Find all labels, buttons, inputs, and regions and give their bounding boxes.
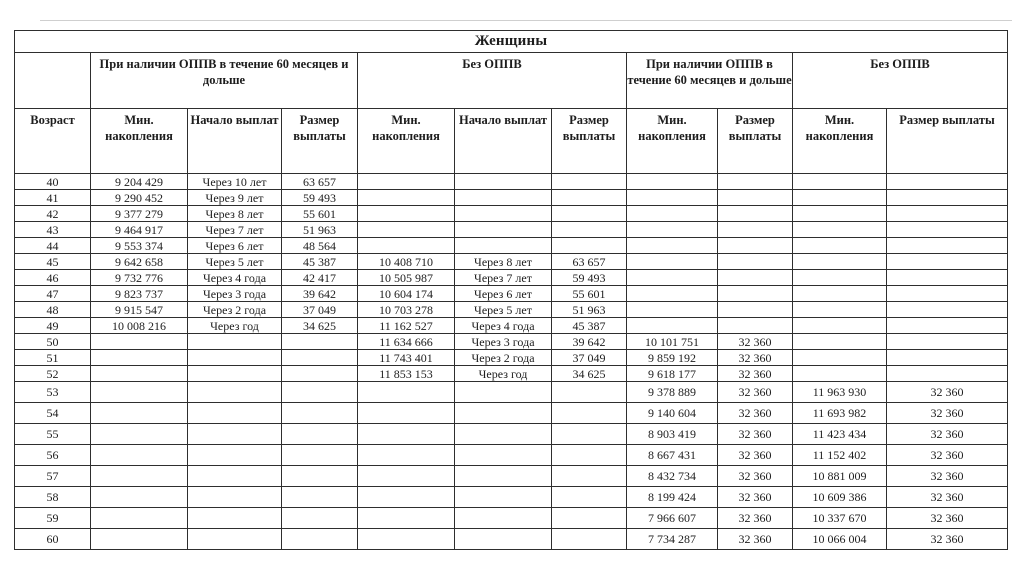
value-cell <box>718 302 793 318</box>
value-cell <box>718 222 793 238</box>
column-header: Мин. накопления <box>793 109 887 174</box>
age-cell: 42 <box>15 206 91 222</box>
value-cell <box>282 382 358 403</box>
value-cell <box>793 302 887 318</box>
age-cell: 53 <box>15 382 91 403</box>
value-cell: 9 915 547 <box>91 302 188 318</box>
value-cell: 9 553 374 <box>91 238 188 254</box>
value-cell <box>627 318 718 334</box>
value-cell <box>358 190 455 206</box>
age-cell: 48 <box>15 302 91 318</box>
value-cell <box>91 424 188 445</box>
value-cell: 11 693 982 <box>793 403 887 424</box>
value-cell: 55 601 <box>282 206 358 222</box>
value-cell <box>455 466 552 487</box>
value-cell <box>627 206 718 222</box>
value-cell <box>455 529 552 550</box>
value-cell: 34 625 <box>552 366 627 382</box>
value-cell: Через 5 лет <box>188 254 282 270</box>
value-cell <box>552 424 627 445</box>
table-row <box>15 424 1008 445</box>
value-cell: 9 204 429 <box>91 174 188 190</box>
age-cell: 57 <box>15 466 91 487</box>
value-cell <box>887 334 1008 350</box>
value-cell <box>887 206 1008 222</box>
value-cell: 32 360 <box>718 487 793 508</box>
table-row <box>15 174 1008 190</box>
value-cell <box>455 382 552 403</box>
column-header: Размер выплаты <box>887 109 1008 174</box>
value-cell <box>793 334 887 350</box>
value-cell: 42 417 <box>282 270 358 286</box>
value-cell <box>627 270 718 286</box>
value-cell: 11 162 527 <box>358 318 455 334</box>
column-header: Начало выплат <box>455 109 552 174</box>
value-cell: Через год <box>188 318 282 334</box>
value-cell <box>627 254 718 270</box>
value-cell: 39 642 <box>282 286 358 302</box>
value-cell: 10 008 216 <box>91 318 188 334</box>
value-cell <box>358 466 455 487</box>
value-cell <box>887 174 1008 190</box>
value-cell <box>455 222 552 238</box>
table-row <box>15 382 1008 403</box>
column-header: Размер выплаты <box>718 109 793 174</box>
value-cell <box>91 466 188 487</box>
value-cell <box>91 445 188 466</box>
value-cell: 7 966 607 <box>627 508 718 529</box>
value-cell: 10 505 987 <box>358 270 455 286</box>
value-cell: Через 5 лет <box>455 302 552 318</box>
value-cell <box>718 270 793 286</box>
value-cell: 59 493 <box>282 190 358 206</box>
value-cell <box>887 190 1008 206</box>
value-cell <box>282 466 358 487</box>
value-cell <box>188 508 282 529</box>
value-cell <box>282 529 358 550</box>
value-cell: 32 360 <box>718 350 793 366</box>
value-cell: 8 199 424 <box>627 487 718 508</box>
value-cell <box>793 366 887 382</box>
page-top-rule <box>40 20 1012 21</box>
value-cell <box>552 487 627 508</box>
table-row <box>15 350 1008 366</box>
column-header: Мин. накопления <box>627 109 718 174</box>
table-row <box>15 206 1008 222</box>
table-row <box>15 318 1008 334</box>
value-cell <box>358 508 455 529</box>
value-cell <box>91 334 188 350</box>
value-cell: Через 6 лет <box>455 286 552 302</box>
value-cell <box>887 366 1008 382</box>
value-cell <box>282 366 358 382</box>
value-cell: 10 408 710 <box>358 254 455 270</box>
value-cell <box>627 190 718 206</box>
value-cell: 10 703 278 <box>358 302 455 318</box>
value-cell: Через 2 года <box>455 350 552 366</box>
value-cell <box>188 382 282 403</box>
value-cell: 8 903 419 <box>627 424 718 445</box>
value-cell <box>455 190 552 206</box>
group-header: Без ОППВ <box>358 53 627 109</box>
value-cell <box>358 424 455 445</box>
value-cell <box>718 238 793 254</box>
value-cell: 11 152 402 <box>793 445 887 466</box>
value-cell <box>887 254 1008 270</box>
value-cell <box>91 403 188 424</box>
column-header: Начало выплат <box>188 109 282 174</box>
value-cell <box>887 350 1008 366</box>
value-cell <box>282 445 358 466</box>
value-cell <box>188 350 282 366</box>
value-cell: 9 290 452 <box>91 190 188 206</box>
age-cell: 44 <box>15 238 91 254</box>
value-cell <box>455 487 552 508</box>
value-cell <box>91 508 188 529</box>
group-header: Без ОППВ <box>793 53 1008 109</box>
value-cell <box>455 445 552 466</box>
value-cell: 32 360 <box>718 445 793 466</box>
value-cell: 10 337 670 <box>793 508 887 529</box>
value-cell: Через 6 лет <box>188 238 282 254</box>
value-cell: 11 853 153 <box>358 366 455 382</box>
table-row <box>15 302 1008 318</box>
value-cell <box>91 487 188 508</box>
table-row <box>15 334 1008 350</box>
value-cell <box>718 318 793 334</box>
table-head <box>15 31 1008 174</box>
value-cell <box>358 174 455 190</box>
value-cell <box>627 174 718 190</box>
value-cell <box>627 286 718 302</box>
table-row <box>15 508 1008 529</box>
value-cell: 39 642 <box>552 334 627 350</box>
value-cell <box>793 190 887 206</box>
value-cell <box>887 238 1008 254</box>
value-cell <box>793 318 887 334</box>
value-cell: 9 642 658 <box>91 254 188 270</box>
value-cell <box>793 350 887 366</box>
value-cell <box>718 286 793 302</box>
value-cell: 9 618 177 <box>627 366 718 382</box>
table-row <box>15 487 1008 508</box>
age-cell: 46 <box>15 270 91 286</box>
value-cell: 32 360 <box>887 382 1008 403</box>
value-cell: 11 423 434 <box>793 424 887 445</box>
age-cell: 60 <box>15 529 91 550</box>
value-cell: 63 657 <box>552 254 627 270</box>
value-cell <box>627 238 718 254</box>
value-cell <box>358 206 455 222</box>
value-cell: Через 3 года <box>455 334 552 350</box>
value-cell: 10 066 004 <box>793 529 887 550</box>
value-cell: Через 3 года <box>188 286 282 302</box>
age-cell: 54 <box>15 403 91 424</box>
value-cell <box>282 424 358 445</box>
value-cell <box>552 206 627 222</box>
value-cell <box>718 174 793 190</box>
value-cell: 63 657 <box>282 174 358 190</box>
value-cell: 32 360 <box>887 466 1008 487</box>
value-cell <box>552 466 627 487</box>
value-cell: 32 360 <box>718 424 793 445</box>
value-cell <box>358 382 455 403</box>
value-cell <box>282 487 358 508</box>
value-cell: Через 7 лет <box>455 270 552 286</box>
table-row <box>15 238 1008 254</box>
value-cell: 9 859 192 <box>627 350 718 366</box>
value-cell <box>552 529 627 550</box>
value-cell <box>455 403 552 424</box>
value-cell: 10 604 174 <box>358 286 455 302</box>
value-cell: 45 387 <box>552 318 627 334</box>
value-cell: 48 564 <box>282 238 358 254</box>
table-body <box>15 174 1008 550</box>
value-cell <box>188 445 282 466</box>
column-header-row <box>15 109 1008 174</box>
value-cell <box>358 487 455 508</box>
value-cell <box>718 206 793 222</box>
value-cell <box>91 529 188 550</box>
value-cell: 11 634 666 <box>358 334 455 350</box>
value-cell: Через 10 лет <box>188 174 282 190</box>
corner-cell <box>15 53 91 109</box>
value-cell: 34 625 <box>282 318 358 334</box>
value-cell <box>552 508 627 529</box>
value-cell <box>358 222 455 238</box>
value-cell: 51 963 <box>282 222 358 238</box>
age-cell: 51 <box>15 350 91 366</box>
value-cell: 45 387 <box>282 254 358 270</box>
value-cell: 8 432 734 <box>627 466 718 487</box>
value-cell <box>188 487 282 508</box>
value-cell <box>793 222 887 238</box>
age-cell: 50 <box>15 334 91 350</box>
value-cell <box>627 222 718 238</box>
value-cell <box>793 206 887 222</box>
column-header: Размер выплаты <box>552 109 627 174</box>
value-cell: 32 360 <box>887 487 1008 508</box>
value-cell <box>455 206 552 222</box>
value-cell: 11 743 401 <box>358 350 455 366</box>
age-cell: 41 <box>15 190 91 206</box>
value-cell <box>887 222 1008 238</box>
value-cell <box>358 529 455 550</box>
value-cell <box>188 529 282 550</box>
value-cell: Через 8 лет <box>188 206 282 222</box>
value-cell <box>358 238 455 254</box>
value-cell: 32 360 <box>718 529 793 550</box>
value-cell <box>887 286 1008 302</box>
column-header: Мин. накопления <box>91 109 188 174</box>
age-cell: 55 <box>15 424 91 445</box>
value-cell <box>552 222 627 238</box>
age-cell: 56 <box>15 445 91 466</box>
age-cell: 40 <box>15 174 91 190</box>
value-cell: 59 493 <box>552 270 627 286</box>
value-cell <box>793 270 887 286</box>
age-cell: 45 <box>15 254 91 270</box>
value-cell <box>91 382 188 403</box>
value-cell <box>552 403 627 424</box>
value-cell <box>455 174 552 190</box>
value-cell: 11 963 930 <box>793 382 887 403</box>
table-row <box>15 254 1008 270</box>
table-row <box>15 190 1008 206</box>
value-cell: 32 360 <box>718 366 793 382</box>
value-cell: 32 360 <box>887 403 1008 424</box>
value-cell <box>627 302 718 318</box>
value-cell: Через 7 лет <box>188 222 282 238</box>
value-cell <box>282 403 358 424</box>
title-row <box>15 31 1008 53</box>
value-cell <box>455 238 552 254</box>
value-cell: 51 963 <box>552 302 627 318</box>
value-cell <box>552 382 627 403</box>
column-header: Возраст <box>15 109 91 174</box>
age-cell: 58 <box>15 487 91 508</box>
value-cell <box>455 508 552 529</box>
value-cell <box>282 508 358 529</box>
table-row <box>15 222 1008 238</box>
age-cell: 49 <box>15 318 91 334</box>
value-cell <box>455 424 552 445</box>
value-cell <box>552 445 627 466</box>
age-cell: 52 <box>15 366 91 382</box>
value-cell <box>887 270 1008 286</box>
age-cell: 59 <box>15 508 91 529</box>
value-cell <box>358 445 455 466</box>
value-cell: Через 4 года <box>188 270 282 286</box>
value-cell: 9 140 604 <box>627 403 718 424</box>
age-cell: 43 <box>15 222 91 238</box>
table-row <box>15 403 1008 424</box>
value-cell <box>188 424 282 445</box>
value-cell <box>887 318 1008 334</box>
value-cell <box>793 286 887 302</box>
value-cell: 9 378 889 <box>627 382 718 403</box>
value-cell: 9 823 737 <box>91 286 188 302</box>
value-cell: Через год <box>455 366 552 382</box>
table-row <box>15 445 1008 466</box>
table-row <box>15 529 1008 550</box>
value-cell <box>188 334 282 350</box>
value-cell: 9 464 917 <box>91 222 188 238</box>
value-cell: 9 732 776 <box>91 270 188 286</box>
value-cell <box>552 190 627 206</box>
column-header: Размер выплаты <box>282 109 358 174</box>
value-cell: 32 360 <box>887 508 1008 529</box>
value-cell: 7 734 287 <box>627 529 718 550</box>
value-cell: 32 360 <box>718 403 793 424</box>
value-cell: Через 4 года <box>455 318 552 334</box>
group-header: При наличии ОППВ в течение 60 месяцев и дольше <box>91 53 358 109</box>
value-cell <box>552 174 627 190</box>
value-cell <box>793 238 887 254</box>
pension-table <box>14 30 1008 550</box>
value-cell: 32 360 <box>887 424 1008 445</box>
value-cell: 32 360 <box>718 508 793 529</box>
value-cell <box>188 366 282 382</box>
table-title: Женщины <box>15 31 1008 53</box>
group-header: При наличии ОППВ в течение 60 месяцев и дольше <box>627 53 793 109</box>
table-row <box>15 366 1008 382</box>
value-cell <box>793 254 887 270</box>
value-cell <box>552 238 627 254</box>
value-cell <box>718 190 793 206</box>
value-cell: 10 609 386 <box>793 487 887 508</box>
value-cell <box>793 174 887 190</box>
value-cell: 37 049 <box>552 350 627 366</box>
value-cell: 55 601 <box>552 286 627 302</box>
table-row <box>15 466 1008 487</box>
value-cell: 10 881 009 <box>793 466 887 487</box>
value-cell: 10 101 751 <box>627 334 718 350</box>
table-row <box>15 270 1008 286</box>
value-cell <box>188 403 282 424</box>
value-cell <box>282 350 358 366</box>
value-cell: 32 360 <box>887 445 1008 466</box>
value-cell <box>91 350 188 366</box>
value-cell: 9 377 279 <box>91 206 188 222</box>
value-cell <box>887 302 1008 318</box>
value-cell <box>282 334 358 350</box>
value-cell: Через 9 лет <box>188 190 282 206</box>
value-cell <box>188 466 282 487</box>
group-header-row <box>15 53 1008 109</box>
value-cell: 32 360 <box>887 529 1008 550</box>
age-cell: 47 <box>15 286 91 302</box>
value-cell: Через 8 лет <box>455 254 552 270</box>
value-cell: 32 360 <box>718 334 793 350</box>
value-cell <box>91 366 188 382</box>
table-row <box>15 286 1008 302</box>
value-cell: 8 667 431 <box>627 445 718 466</box>
value-cell: 32 360 <box>718 382 793 403</box>
column-header: Мин. накопления <box>358 109 455 174</box>
value-cell <box>358 403 455 424</box>
value-cell: 32 360 <box>718 466 793 487</box>
value-cell <box>718 254 793 270</box>
value-cell: 37 049 <box>282 302 358 318</box>
value-cell: Через 2 года <box>188 302 282 318</box>
